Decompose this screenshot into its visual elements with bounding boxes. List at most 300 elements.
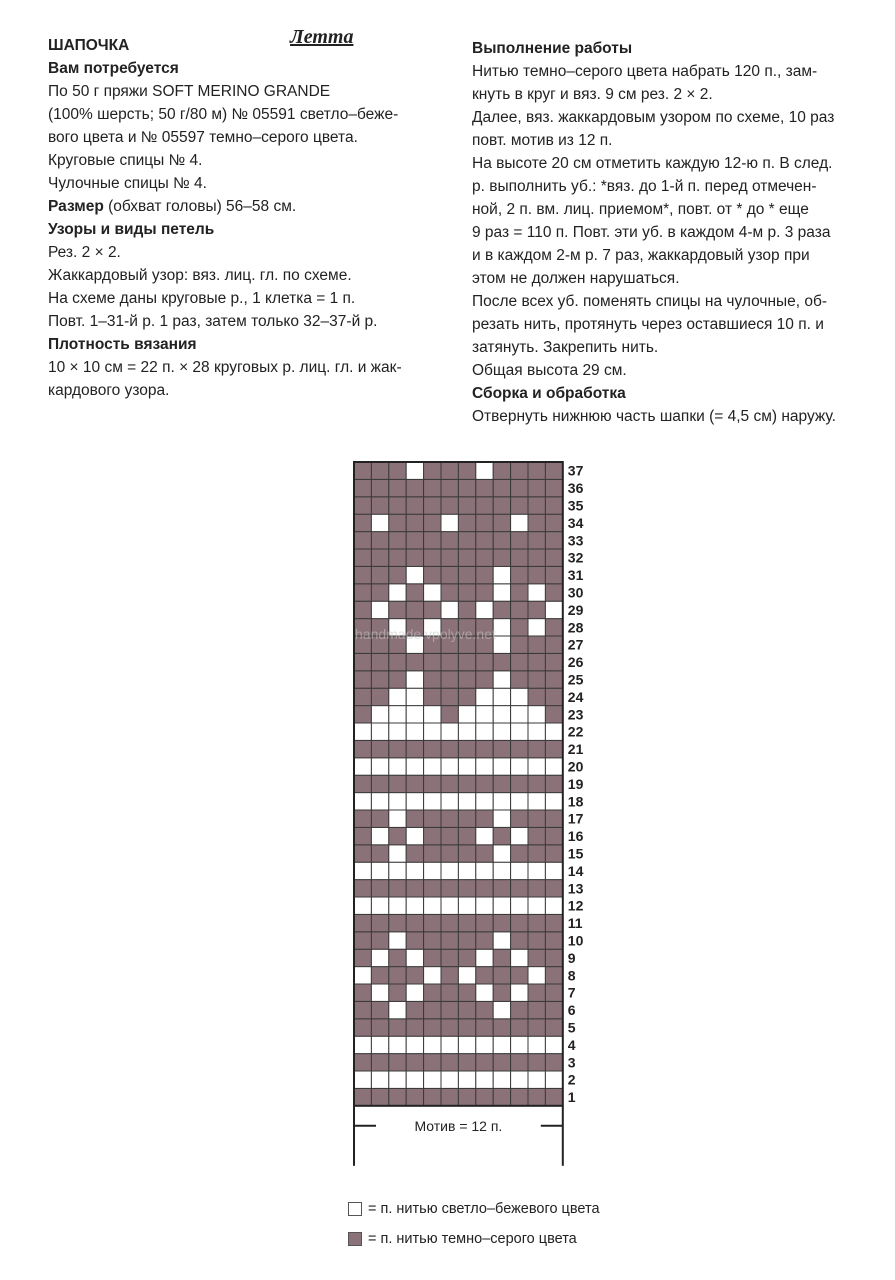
chart-cell [441, 1071, 458, 1088]
chart-cell [476, 671, 493, 688]
chart-cell [545, 880, 562, 897]
chart-cell [371, 514, 388, 531]
chart-cell [493, 984, 510, 1001]
chart-cell [476, 949, 493, 966]
chart-cell [545, 723, 562, 740]
chart-cell [476, 566, 493, 583]
chart-cell [528, 584, 545, 601]
chart-cell [493, 706, 510, 723]
chart-cell [406, 671, 423, 688]
chart-cell [528, 462, 545, 479]
chart-cell [458, 497, 475, 514]
chart-cell [493, 584, 510, 601]
chart-cell [406, 653, 423, 670]
chart-cell [424, 1001, 441, 1018]
row-number-label: 5 [567, 1019, 576, 1036]
row-number-label: 32 [567, 549, 584, 566]
work-line: Нитью темно–серого цвета набрать 120 п., зам- [472, 63, 818, 80]
chart-cell [476, 532, 493, 549]
chart-cell [545, 914, 562, 931]
chart-cell [389, 827, 406, 844]
chart-cell [528, 793, 545, 810]
right-column [472, 37, 882, 428]
chart-cell [458, 549, 475, 566]
chart-cell [511, 914, 528, 931]
chart-cell [493, 1088, 510, 1105]
chart-cell [354, 775, 371, 792]
chart-cell [371, 497, 388, 514]
chart-cell [354, 914, 371, 931]
chart-cell [371, 671, 388, 688]
chart-cell [511, 740, 528, 757]
chart-cell [493, 775, 510, 792]
chart-cell [354, 897, 371, 914]
chart-cell [389, 1036, 406, 1053]
chart-cell [528, 775, 545, 792]
work-line: 9 раз = 110 п. Повт. эти уб. в каждом 4-м р. 3 раза [472, 224, 831, 241]
chart-cell [476, 740, 493, 757]
chart-cell [476, 549, 493, 566]
chart-cell [371, 549, 388, 566]
chart-cell [441, 932, 458, 949]
chart-cell [458, 1088, 475, 1105]
chart-cell [476, 758, 493, 775]
chart-cell [476, 497, 493, 514]
chart-cell [389, 880, 406, 897]
chart-cell [371, 566, 388, 583]
assembly-heading: Сборка и обработка [472, 385, 626, 402]
chart-cell [389, 706, 406, 723]
chart-cell [511, 862, 528, 879]
chart-cell [511, 1019, 528, 1036]
chart-cell [441, 758, 458, 775]
chart-cell [371, 862, 388, 879]
chart-cell [354, 462, 371, 479]
chart-cell [511, 932, 528, 949]
row-number-label: 15 [567, 845, 584, 862]
chart-cell [389, 653, 406, 670]
chart-cell [545, 1054, 562, 1071]
chart-cell [493, 758, 510, 775]
chart-cell [476, 601, 493, 618]
chart-cell [545, 688, 562, 705]
chart-cell [406, 584, 423, 601]
chart-cell [424, 723, 441, 740]
chart-cell [545, 827, 562, 844]
chart-cell [545, 1071, 562, 1088]
chart-cell [493, 549, 510, 566]
chart-cell [389, 1054, 406, 1071]
chart-cell [441, 549, 458, 566]
chart-cell [528, 688, 545, 705]
chart-cell [511, 1071, 528, 1088]
chart-cell [441, 862, 458, 879]
chart-cell [458, 601, 475, 618]
chart-cell [406, 740, 423, 757]
chart-cell [389, 949, 406, 966]
patterns-line: Рез. 2 × 2. [48, 244, 121, 261]
chart-cell [511, 462, 528, 479]
chart-cell [528, 566, 545, 583]
knitting-chart [350, 458, 610, 1168]
chart-cell [528, 1019, 545, 1036]
chart-cell [545, 793, 562, 810]
chart-cell [476, 479, 493, 496]
chart-cell [354, 1088, 371, 1105]
chart-cell [528, 845, 545, 862]
chart-cell [511, 949, 528, 966]
chart-cell [441, 775, 458, 792]
chart-cell [354, 688, 371, 705]
chart-cell [458, 479, 475, 496]
chart-cell [545, 984, 562, 1001]
chart-cell [476, 723, 493, 740]
chart-cell [476, 793, 493, 810]
chart-cell [389, 532, 406, 549]
chart-cell [389, 984, 406, 1001]
chart-cell [528, 862, 545, 879]
chart-cell [511, 619, 528, 636]
chart-cell [406, 532, 423, 549]
chart-cell [354, 671, 371, 688]
work-line: После всех уб. поменять спицы на чулочные, об- [472, 293, 828, 310]
chart-cell [424, 1054, 441, 1071]
chart-cell [511, 549, 528, 566]
work-line: На высоте 20 см отметить каждую 12-ю п. В след. [472, 155, 833, 172]
chart-cell [458, 984, 475, 1001]
chart-cell [476, 914, 493, 931]
chart-cell [458, 1054, 475, 1071]
chart-cell [493, 462, 510, 479]
chart-cell [354, 497, 371, 514]
chart-cell [371, 740, 388, 757]
chart-cell [371, 688, 388, 705]
chart-cell [511, 897, 528, 914]
work-line: и в каждом 2-м р. 7 раз, жаккардовый узор при [472, 247, 810, 264]
chart-cell [545, 479, 562, 496]
chart-cell [371, 1019, 388, 1036]
chart-cell [458, 671, 475, 688]
chart-cell [406, 967, 423, 984]
chart-cell [528, 932, 545, 949]
chart-cell [458, 932, 475, 949]
chart-cell [424, 810, 441, 827]
chart-cell [389, 775, 406, 792]
materials-line: (100% шерсть; 50 г/80 м) № 05591 светло–беже- [48, 106, 399, 123]
chart-cell [371, 462, 388, 479]
chart-cell [424, 862, 441, 879]
chart-cell [406, 827, 423, 844]
chart-cell [406, 1019, 423, 1036]
chart-cell [406, 845, 423, 862]
chart-cell [476, 584, 493, 601]
chart-cell [371, 984, 388, 1001]
chart-cell [389, 810, 406, 827]
chart-cell [371, 723, 388, 740]
row-number-label: 13 [567, 880, 584, 897]
chart-cell [389, 549, 406, 566]
chart-cell [354, 1054, 371, 1071]
chart-cell [511, 775, 528, 792]
chart-cell [493, 1071, 510, 1088]
chart-cell [424, 740, 441, 757]
chart-cell [545, 1036, 562, 1053]
row-number-label: 3 [567, 1054, 576, 1071]
chart-cell [476, 862, 493, 879]
chart-cell [389, 1001, 406, 1018]
patterns-line: Жаккардовый узор: вяз. лиц. гл. по схеме. [48, 267, 352, 284]
assembly-line: Отвернуть нижнюю часть шапки (= 4,5 см) наружу. [472, 408, 836, 425]
chart-cell [441, 810, 458, 827]
chart-cell [493, 479, 510, 496]
row-number-label: 14 [567, 862, 584, 879]
chart-cell [441, 1036, 458, 1053]
chart-cell [493, 1019, 510, 1036]
row-number-label: 11 [567, 915, 583, 932]
chart-cell [545, 619, 562, 636]
chart-cell [389, 1019, 406, 1036]
chart-cell [511, 566, 528, 583]
chart-cell [545, 845, 562, 862]
chart-cell [476, 810, 493, 827]
chart-cell [424, 775, 441, 792]
row-number-label: 27 [567, 636, 584, 653]
row-number-label: 29 [567, 601, 584, 618]
chart-cell [545, 532, 562, 549]
chart-cell [424, 845, 441, 862]
chart-cell [476, 967, 493, 984]
chart-cell [389, 914, 406, 931]
chart-cell [528, 1054, 545, 1071]
patterns-line: Повт. 1–31-й р. 1 раз, затем только 32–37-й р. [48, 313, 378, 330]
patterns-heading: Узоры и виды петель [48, 221, 215, 238]
row-number-label: 20 [567, 758, 584, 775]
chart-cell [424, 462, 441, 479]
chart-cell [458, 1019, 475, 1036]
row-number-label: 19 [567, 775, 584, 792]
chart-cell [389, 1088, 406, 1105]
chart-cell [493, 932, 510, 949]
row-number-label: 17 [567, 810, 584, 827]
chart-cell [371, 601, 388, 618]
chart-cell [406, 549, 423, 566]
row-number-label: 9 [567, 949, 576, 966]
chart-cell [354, 653, 371, 670]
chart-cell [441, 1088, 458, 1105]
chart-cell [493, 532, 510, 549]
chart-cell [476, 706, 493, 723]
chart-cell [458, 880, 475, 897]
row-number-label: 4 [567, 1036, 576, 1053]
chart-cell [528, 601, 545, 618]
chart-cell [458, 1036, 475, 1053]
chart-cell [354, 758, 371, 775]
chart-cell [545, 932, 562, 949]
chart-cell [441, 740, 458, 757]
row-number-label: 28 [567, 619, 584, 636]
chart-cell [511, 497, 528, 514]
chart-cell [511, 1036, 528, 1053]
work-line: затянуть. Закрепить нить. [472, 339, 659, 356]
chart-cell [424, 653, 441, 670]
chart-cell [424, 1088, 441, 1105]
chart-cell [441, 880, 458, 897]
chart-cell [458, 584, 475, 601]
chart-cell [354, 566, 371, 583]
chart-cell [371, 845, 388, 862]
row-number-label: 37 [567, 462, 584, 479]
size-line [48, 195, 448, 218]
chart-cell [545, 549, 562, 566]
chart-cell [406, 601, 423, 618]
chart-cell [458, 688, 475, 705]
chart-cell [528, 1071, 545, 1088]
chart-cell [545, 706, 562, 723]
chart-cell [511, 1001, 528, 1018]
chart-cell [441, 967, 458, 984]
chart-cell [493, 723, 510, 740]
chart-cell [458, 949, 475, 966]
chart-cell [511, 758, 528, 775]
chart-cell [458, 462, 475, 479]
chart-cell [354, 984, 371, 1001]
chart-cell [476, 897, 493, 914]
chart-cell [528, 827, 545, 844]
chart-cell [476, 1088, 493, 1105]
chart-cell [493, 845, 510, 862]
chart-cell [545, 862, 562, 879]
chart-cell [493, 949, 510, 966]
chart-cell [441, 984, 458, 1001]
chart-cell [493, 601, 510, 618]
left-column [48, 34, 448, 402]
chart-cell [424, 932, 441, 949]
materials-line: вого цвета и № 05597 темно–серого цвета. [48, 129, 358, 146]
chart-cell [389, 584, 406, 601]
chart-cell [406, 862, 423, 879]
chart-cell [371, 758, 388, 775]
chart-cell [424, 1019, 441, 1036]
chart-cell [371, 479, 388, 496]
chart-cell [354, 584, 371, 601]
item-title: ШАПОЧКА [48, 37, 130, 54]
chart-cell [528, 1088, 545, 1105]
chart-cell [424, 549, 441, 566]
chart-cell [545, 1088, 562, 1105]
chart-cell [528, 949, 545, 966]
chart-cell [493, 810, 510, 827]
chart-cell [458, 845, 475, 862]
chart-cell [354, 549, 371, 566]
chart-cell [545, 740, 562, 757]
chart-cell [458, 758, 475, 775]
row-number-label: 30 [567, 584, 584, 601]
chart-cell [476, 775, 493, 792]
chart-cell [406, 949, 423, 966]
chart-cell [406, 1071, 423, 1088]
work-line: кнуть в круг и вяз. 9 см рез. 2 × 2. [472, 86, 713, 103]
chart-cell [371, 706, 388, 723]
chart-cell [511, 827, 528, 844]
chart-cell [441, 1001, 458, 1018]
chart-cell [354, 1071, 371, 1088]
chart-cell [476, 827, 493, 844]
row-number-label: 35 [567, 497, 584, 514]
chart-cell [371, 584, 388, 601]
chart-cell [528, 549, 545, 566]
row-number-label: 7 [567, 984, 576, 1001]
chart-cell [458, 897, 475, 914]
dark-swatch-icon [348, 1232, 362, 1246]
chart-cell [511, 671, 528, 688]
chart-cell [441, 949, 458, 966]
chart-cell [424, 1071, 441, 1088]
chart-cell [545, 949, 562, 966]
chart-cell [528, 619, 545, 636]
chart-cell [406, 758, 423, 775]
work-line: ной, 2 п. вм. лиц. приемом*, повт. от * до * еще [472, 201, 809, 218]
chart-cell [406, 1036, 423, 1053]
chart-cell [458, 723, 475, 740]
chart-cell [354, 1001, 371, 1018]
chart-cell [528, 497, 545, 514]
materials-line: Круговые спицы № 4. [48, 152, 203, 169]
row-number-label: 6 [567, 1002, 576, 1019]
chart-cell [441, 566, 458, 583]
chart-cell [371, 810, 388, 827]
chart-cell [511, 810, 528, 827]
row-number-label: 12 [567, 897, 584, 914]
chart-cell [458, 967, 475, 984]
chart-cell [545, 1019, 562, 1036]
chart-cell [406, 793, 423, 810]
motif-label: Мотив = 12 п. [414, 1117, 503, 1134]
chart-cell [545, 967, 562, 984]
work-heading: Выполнение работы [472, 40, 633, 57]
chart-cell [354, 793, 371, 810]
chart-cell [511, 706, 528, 723]
chart-cell [476, 1019, 493, 1036]
chart-cell [545, 653, 562, 670]
chart-cell [389, 793, 406, 810]
chart-cell [371, 775, 388, 792]
patterns-line: На схеме даны круговые р., 1 клетка = 1 п. [48, 290, 356, 307]
chart-cell [441, 827, 458, 844]
chart-cell [406, 880, 423, 897]
chart-cell [511, 479, 528, 496]
chart-cell [493, 514, 510, 531]
chart-cell [511, 601, 528, 618]
chart-cell [545, 775, 562, 792]
chart-cell [406, 514, 423, 531]
row-number-label: 36 [567, 480, 584, 497]
chart-cell [441, 671, 458, 688]
chart-cell [371, 1036, 388, 1053]
chart-cell [458, 514, 475, 531]
chart-cell [458, 706, 475, 723]
chart-cell [476, 984, 493, 1001]
chart-cell [528, 636, 545, 653]
chart-cell [354, 967, 371, 984]
chart-cell [406, 932, 423, 949]
chart-cell [354, 880, 371, 897]
chart-cell [528, 723, 545, 740]
chart-cell [389, 897, 406, 914]
legend-label-light: = п. нитью светло–бежевого цвета [368, 1201, 600, 1217]
chart-cell [371, 880, 388, 897]
chart-cell [371, 914, 388, 931]
light-swatch-icon [348, 1202, 362, 1216]
